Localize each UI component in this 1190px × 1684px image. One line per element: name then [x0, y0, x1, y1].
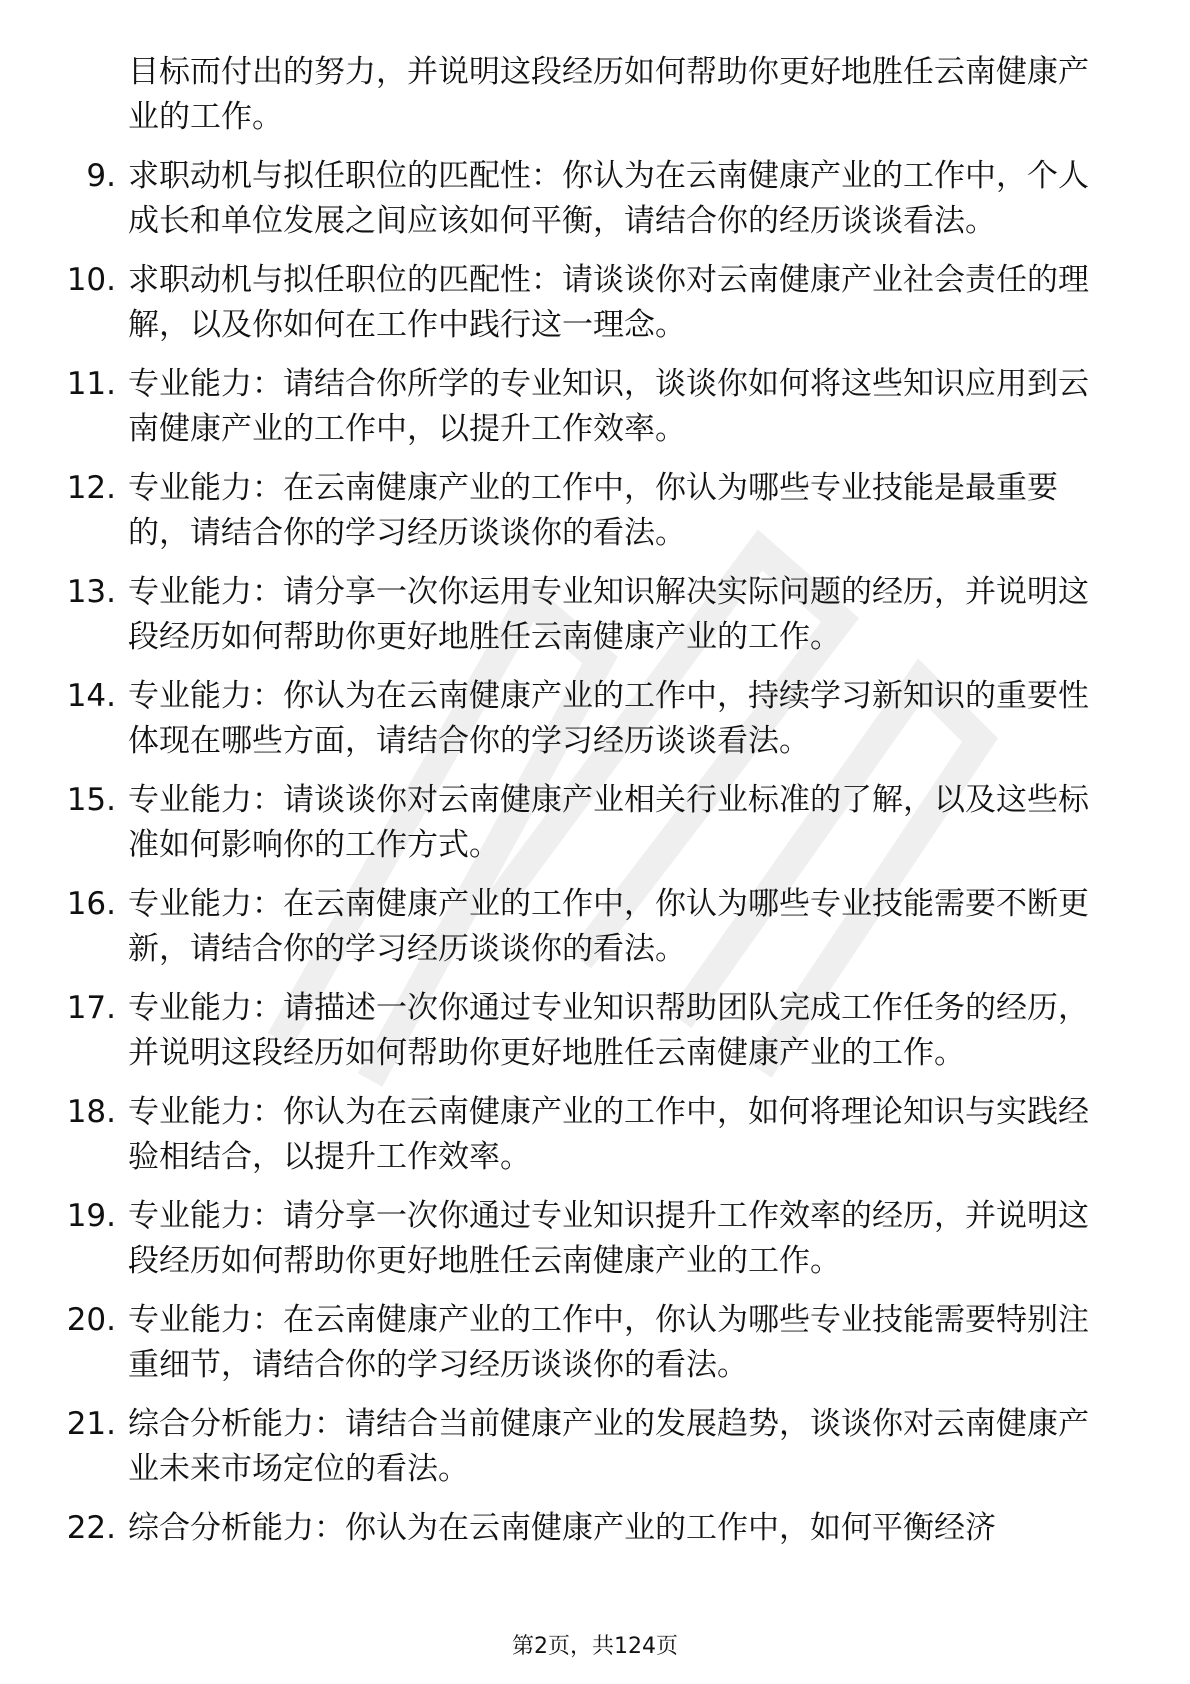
question-text: 综合分析能力：你认为在云南健康产业的工作中，如何平衡经济: [128, 1510, 996, 1546]
question-text: 综合分析能力：请结合当前健康产业的发展趋势，谈谈你对云南健康产业未来市场定位的看法。: [128, 1406, 1089, 1487]
question-number: 20.: [66, 1302, 116, 1338]
question-list: [60, 50, 1110, 1565]
question-item: [60, 1506, 1110, 1551]
question-text: 专业能力：你认为在云南健康产业的工作中，持续学习新知识的重要性体现在哪些方面，请结合你的学习经历谈谈看法。: [128, 678, 1089, 759]
continued-question-text: 目标而付出的努力，并说明这段经历如何帮助你更好地胜任云南健康产业的工作。: [128, 54, 1089, 135]
question-number: 11.: [66, 366, 116, 402]
question-text: 求职动机与拟任职位的匹配性：你认为在云南健康产业的工作中，个人成长和单位发展之间应该如何平衡，请结合你的经历谈谈看法。: [128, 158, 1089, 239]
question-number: 22.: [66, 1510, 116, 1546]
question-number: 10.: [66, 262, 116, 298]
question-item: [60, 362, 1110, 452]
question-item: [60, 154, 1110, 244]
question-item: [60, 570, 1110, 660]
question-number: 12.: [66, 470, 116, 506]
question-text: 专业能力：请谈谈你对云南健康产业相关行业标准的了解，以及这些标准如何影响你的工作方式。: [128, 782, 1089, 863]
question-number: 14.: [66, 678, 116, 714]
question-item: [60, 986, 1110, 1076]
question-item: [60, 778, 1110, 868]
question-item: [60, 1194, 1110, 1284]
question-text: 专业能力：在云南健康产业的工作中，你认为哪些专业技能需要特别注重细节，请结合你的学习经历谈谈你的看法。: [128, 1302, 1089, 1383]
question-number: 16.: [66, 886, 116, 922]
question-number: 9.: [86, 158, 116, 194]
question-item: [60, 258, 1110, 348]
question-item: [60, 882, 1110, 972]
question-number: 21.: [66, 1406, 116, 1442]
question-text: 专业能力：请结合你所学的专业知识，谈谈你如何将这些知识应用到云南健康产业的工作中，以提升工作效率。: [128, 366, 1089, 447]
question-text: 求职动机与拟任职位的匹配性：请谈谈你对云南健康产业社会责任的理解，以及你如何在工作中践行这一理念。: [128, 262, 1089, 343]
question-item: [60, 1298, 1110, 1388]
question-number: 18.: [66, 1094, 116, 1130]
question-text: 专业能力：请描述一次你通过专业知识帮助团队完成工作任务的经历，并说明这段经历如何帮助你更好地胜任云南健康产业的工作。: [128, 990, 1089, 1071]
question-text: 专业能力：请分享一次你通过专业知识提升工作效率的经历，并说明这段经历如何帮助你更好地胜任云南健康产业的工作。: [128, 1198, 1089, 1279]
question-items: [60, 154, 1110, 1551]
question-number: 13.: [66, 574, 116, 610]
question-number: 15.: [66, 782, 116, 818]
page-footer: 第2页，共124页: [512, 1634, 678, 1659]
question-number: 17.: [66, 990, 116, 1026]
question-item: [60, 674, 1110, 764]
question-text: 专业能力：请分享一次你运用专业知识解决实际问题的经历，并说明这段经历如何帮助你更好地胜任云南健康产业的工作。: [128, 574, 1089, 655]
question-item: [60, 1402, 1110, 1492]
question-text: 专业能力：在云南健康产业的工作中，你认为哪些专业技能是最重要的，请结合你的学习经历谈谈你的看法。: [128, 470, 1058, 551]
question-text: 专业能力：在云南健康产业的工作中，你认为哪些专业技能需要不断更新，请结合你的学习经历谈谈你的看法。: [128, 886, 1089, 967]
question-number: 19.: [66, 1198, 116, 1234]
question-item: [60, 466, 1110, 556]
question-text: 专业能力：你认为在云南健康产业的工作中，如何将理论知识与实践经验相结合，以提升工作效率。: [128, 1094, 1089, 1175]
question-item: [60, 1090, 1110, 1180]
